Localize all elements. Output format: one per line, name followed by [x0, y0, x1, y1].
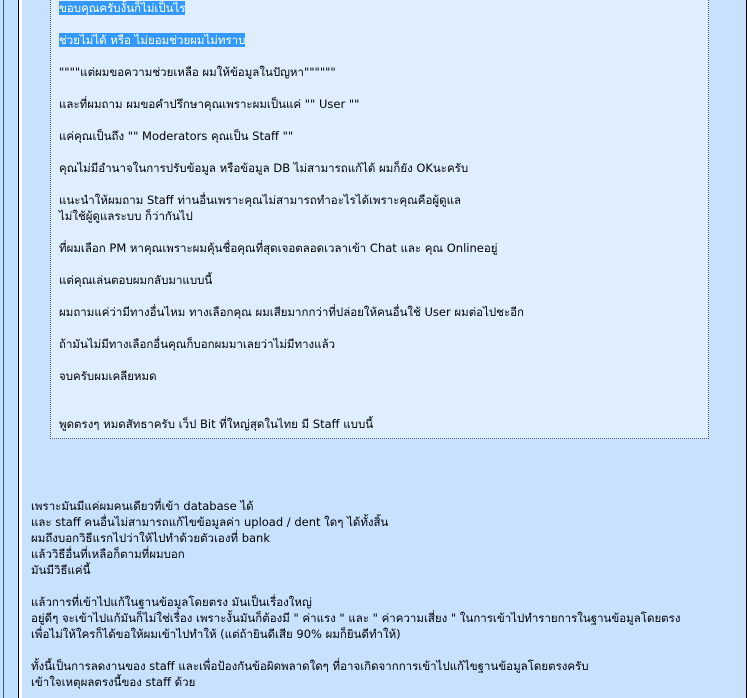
- post-text-line: และ staff คนอื่นไม่สามารถแก้ไขข้อมูลค่า upload / dent ใดๆ ได้ทั้งสิ้น: [31, 515, 389, 529]
- left-border-stripe: [0, 0, 19, 698]
- quote-line: แต่คุณเล่นตอบผมกลับมาแบบนี้: [59, 273, 213, 287]
- quote-line: แค่คุณเป็นถึง "" Moderators คุณเป็น Staff "": [59, 129, 294, 143]
- quote-line: ผมถามแค่ว่ามีทางอื่นไหม ทางเลือกคุณ ผมเสียมากกว่าที่ปล่อยให้คนอื่นใช้ User ผมต่อไปชะอีก: [59, 305, 525, 319]
- quote-line: พูดตรงๆ หมดสัทธาครับ เว็ป Bit ที่ใหญ่สุดในไทย มี Staff แบบนี้: [59, 417, 374, 431]
- post-text-line: เข้าใจเหตุผลตรงนี้ของ staff ด้วย: [31, 675, 196, 689]
- quote-line: ที่ผมเลือก PM หาคุณเพราะผมคุ้นชื่อคุณที่สุดเจอตลอดเวลาเข้า Chat และ คุณ Onlineอยู่: [59, 241, 498, 255]
- post-text-line: ผมถึงบอกวิธีแรกไปว่าให้ไปทำด้วยตัวเองที่ bank: [31, 531, 270, 545]
- quote-line: และที่ผมถาม ผมขอคำปรึกษาคุณเพราะผมเป็นแค่ "" User "": [59, 97, 360, 111]
- stripe-divider: [3, 0, 4, 698]
- quote-line: ถ้ามันไม่มีทางเลือกอื่นคุณก็บอกผมมาเลยว่าไม่มีทางแล้ว: [59, 337, 336, 351]
- quote-line: """"แต่ผมขอความช่วยเหลือ ผมให้ข้อมูลในปัญหา"""""": [59, 65, 336, 79]
- post-text-line: เพราะมันมีแค่ผมคนเดียวที่เข้า database ได้: [31, 499, 254, 513]
- post-text-line: อยู่ดีๆ จะเข้าไปแก้มันก็ไม่ใช่เรื่อง เพราะงั้นมันก็ต้องมี " ค่าแรง " และ " ค่าความเสี่ยง " ในการเข้าไปทำรายการในฐานข้อมูลโดยตรง: [31, 611, 681, 625]
- post-text-line: แล้วการที่เข้าไปแก้ในฐานข้อมูลโดยตรง มันเป็นเรื่องใหญ่: [31, 595, 312, 609]
- quote-line-selected[interactable]: ช่วยไม่ได้ หรือ ไม่ยอมช่วยผมไม่ทราบ: [59, 33, 246, 47]
- quote-line: จบครับผมเคลียหมด: [59, 369, 157, 383]
- quote-line: แนะนำให้ผมถาม Staff ท่านอื่นเพราะคุณไม่สามารถทำอะไรได้เพราะคุณคือผู้ดูแล: [59, 193, 462, 207]
- quote-line: ไม่ใช้ผู้ดูแลระบบ ก็ว่ากันไป: [59, 209, 193, 223]
- post-text-line: ทั้งนี้เป็นการลดงานของ staff และเพื่อป้องกันข้อผิดพลาดใดๆ ที่อาจเกิดจากการเข้าไปแก้ไขฐานข้อมูลโดยตรงครับ: [31, 659, 589, 673]
- quote-line-selected[interactable]: ขอบคุณครับงั้นก็ไม่เป็นไร: [59, 1, 186, 15]
- quote-line: คุณไม่มีอำนาจในการปรับข้อมูล หรือข้อมูล DB ไม่สามารถแก้ได้ ผมก็ยัง OKนะครับ: [59, 161, 469, 175]
- post-text-line: มันมีวิธีแค่นี้: [31, 563, 91, 577]
- post-text-line: แล้ววิธีอื่นที่เหลือก็ตามที่ผมบอก: [31, 547, 185, 561]
- post-text-line: เพื่อไม่ให้ใครก็ได้ขอให้ผมเข้าไปทำให้ (แต่ถ้ายินดีเสีย 90% ผมก็ยินดีทำให้): [31, 627, 401, 641]
